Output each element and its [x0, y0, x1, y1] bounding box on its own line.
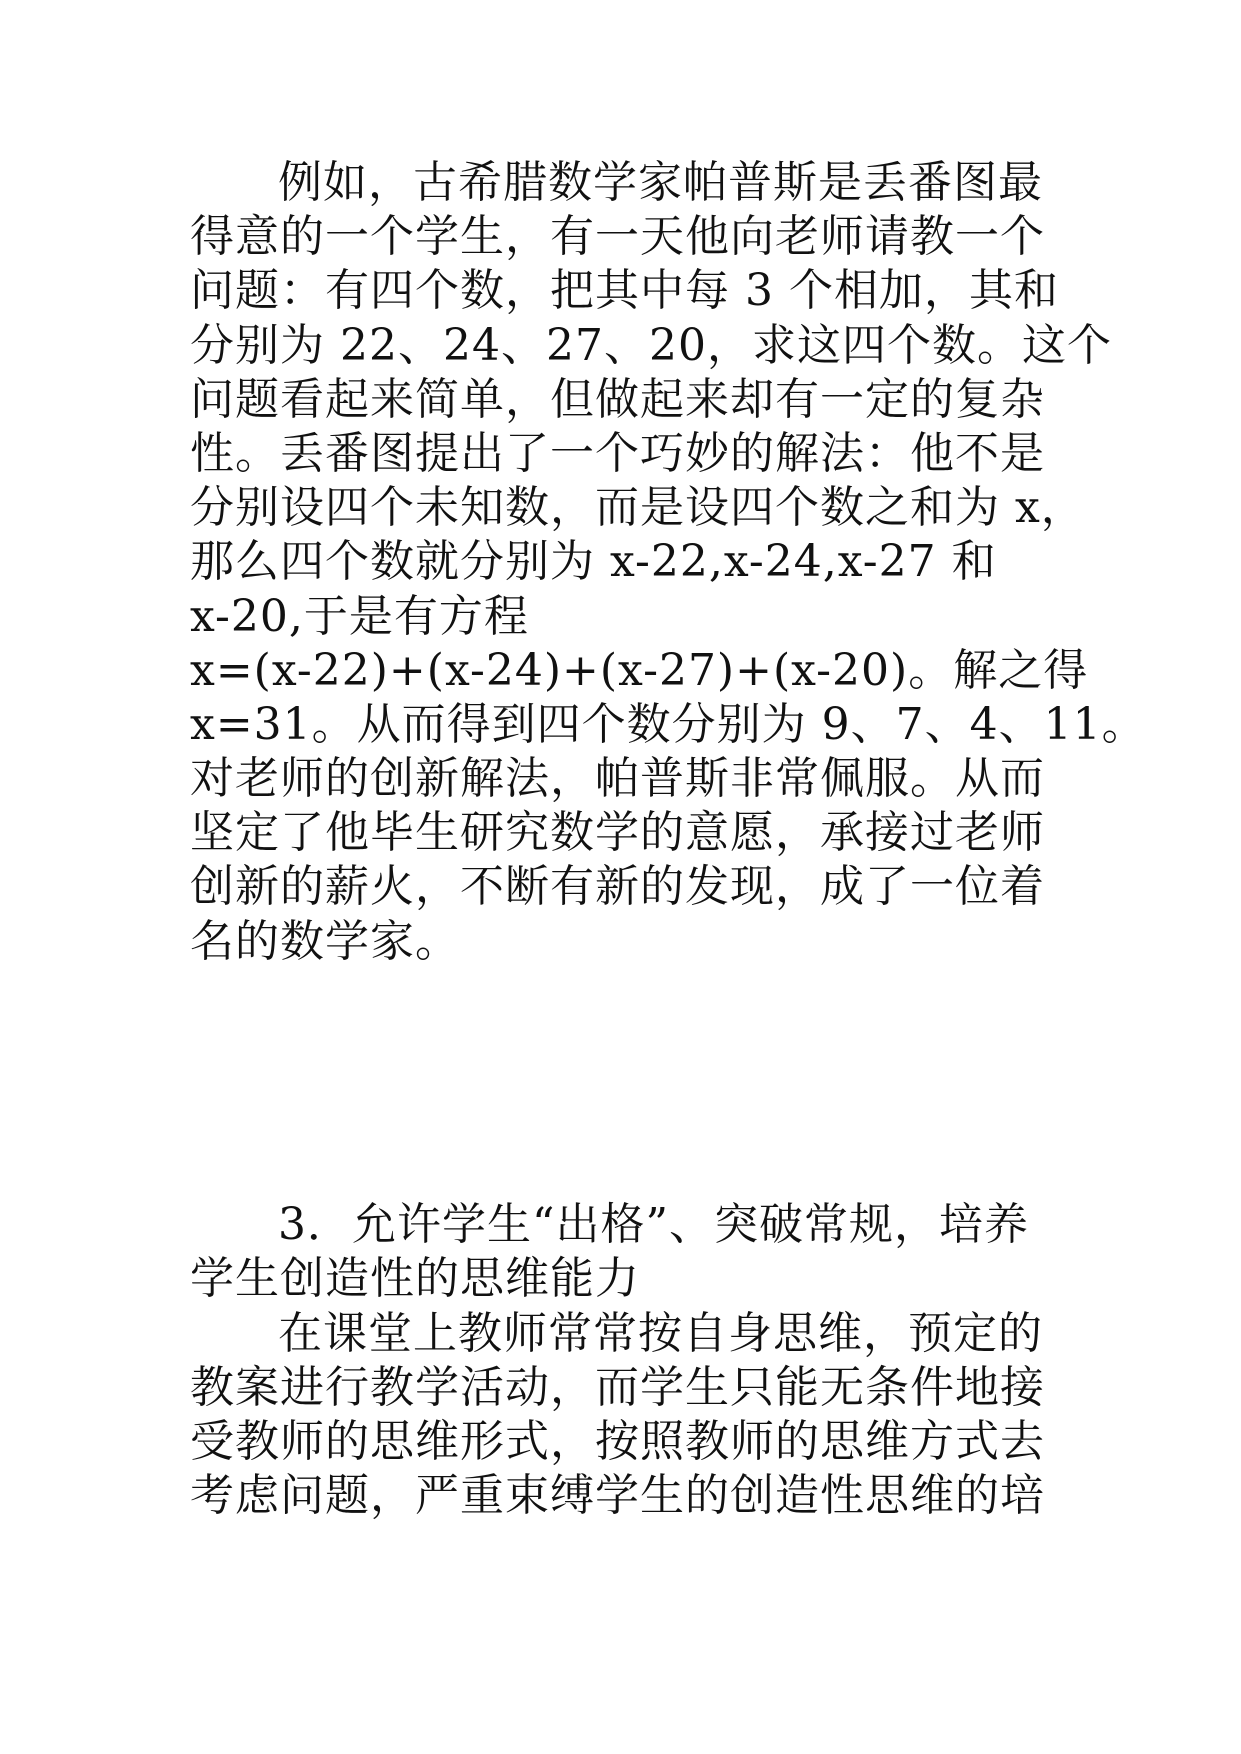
paragraph-line: 那么四个数就分别为 x-22,x-24,x-27 和: [190, 536, 997, 588]
section-heading-line: 3．允许学生“出格”、突破常规，培养: [278, 1199, 1029, 1250]
paragraph-line: 性。丢番图提出了一个巧妙的解法：他不是: [190, 427, 1045, 479]
section-3: [190, 1198, 1070, 1524]
example-paragraph: [190, 156, 1147, 969]
paragraph-line: x=(x-22)+(x-24)+(x-27)+(x-20)。解之得: [190, 644, 1089, 696]
paragraph-line: 考虑问题，严重束缚学生的创造性思维的培: [190, 1470, 1045, 1522]
paragraph-line: 名的数学家。: [190, 915, 460, 967]
paragraph-line: 问题看起来简单，但做起来却有一定的复杂: [190, 373, 1045, 425]
paragraph-line: 例如，古希腊数学家帕普斯是丢番图最: [278, 157, 1043, 208]
paragraph-line: 分别为 22、24、27、20，求这四个数。这个: [190, 319, 1112, 371]
paragraph-line: x-20,于是有方程: [190, 590, 529, 642]
paragraph-line: 在课堂上教师常常按自身思维，预定的: [278, 1307, 1043, 1359]
paragraph-line: 问题：有四个数，把其中每 3 个相加，其和: [190, 265, 1059, 317]
paragraph-line: 坚定了他毕生研究数学的意愿，承接过老师: [190, 807, 1045, 859]
paragraph-line: 对老师的创新解法，帕普斯非常佩服。从而: [190, 753, 1045, 805]
paragraph-line: 得意的一个学生，有一天他向老师请教一个: [190, 211, 1045, 263]
paragraph-line: x=31。从而得到四个数分别为 9、7、4、11。: [190, 698, 1147, 750]
section-heading-line: 学生创造性的思维能力: [190, 1253, 640, 1305]
paragraph-line: 创新的薪火，不断有新的发现，成了一位着: [190, 861, 1045, 913]
paragraph-line: 分别设四个未知数，而是设四个数之和为 x，: [190, 482, 1086, 534]
paragraph-line: 教案进行教学活动，而学生只能无条件地接: [190, 1361, 1045, 1413]
paragraph-line: 受教师的思维形式，按照教师的思维方式去: [190, 1416, 1045, 1468]
